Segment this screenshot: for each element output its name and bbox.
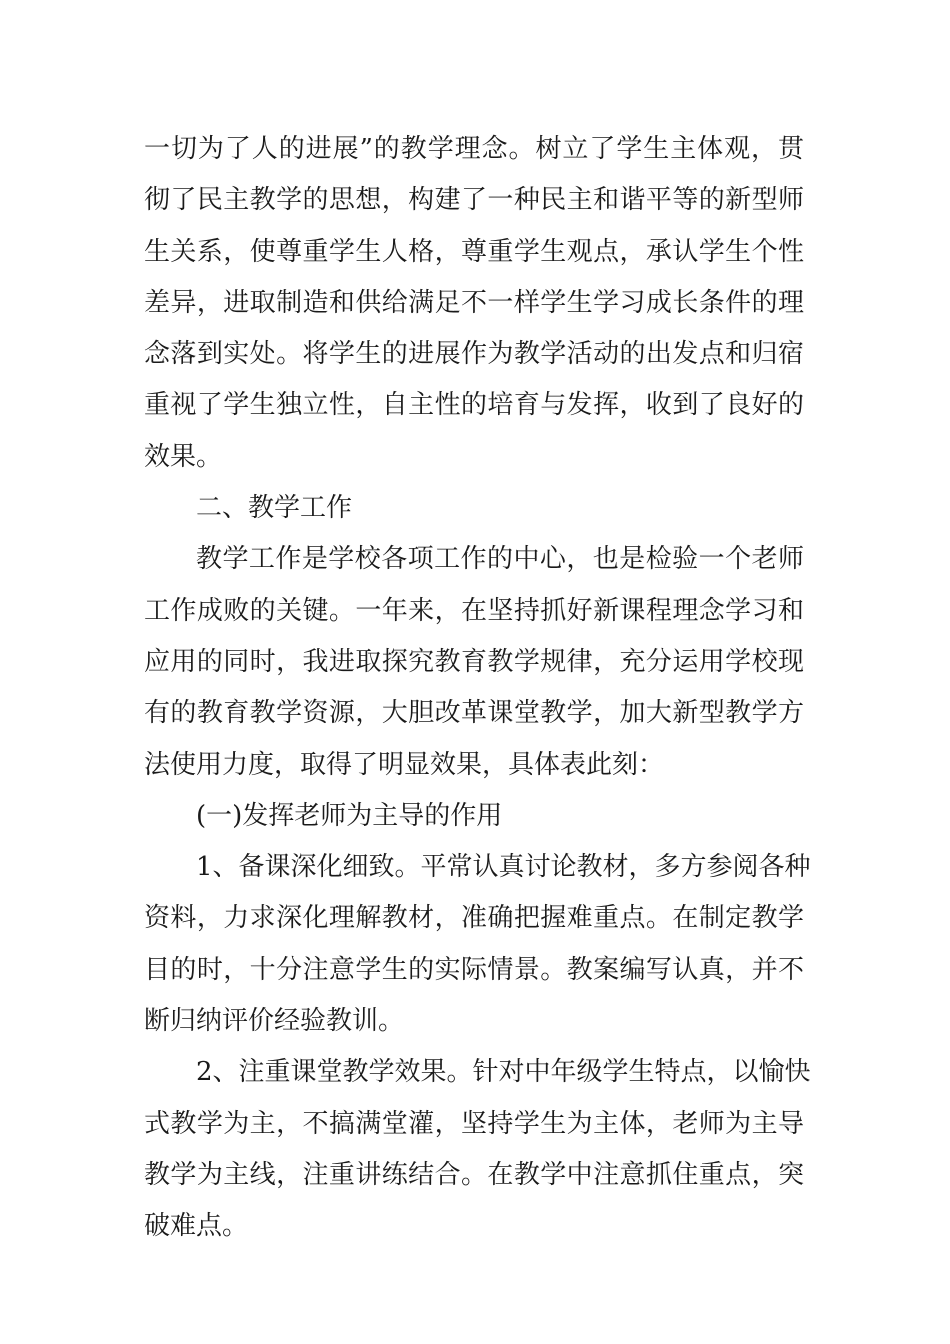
text-line: 教学为主线，注重讲练结合。在教学中注意抓住重点，突 [144, 1159, 804, 1190]
text-line: 彻了民主教学的思想，构建了一种民主和谐平等的新型师 [144, 185, 804, 216]
text-line: 有的教育教学资源，大胆改革课堂教学，加大新型教学方 [144, 698, 804, 729]
subsection-heading-teacher-role [144, 791, 804, 842]
paragraph-teaching-work [144, 534, 804, 790]
heading-text: 二、教学工作 [196, 493, 353, 524]
text-line: 工作成败的关键。一年来，在坚持抓好新课程理念学习和 [144, 595, 804, 626]
section-heading-teaching-work [144, 483, 804, 534]
text-line: 教学工作是学校各项工作的中心，也是检验一个老师 [196, 544, 804, 575]
text-line: 破难点。 [144, 1211, 249, 1242]
list-item-lesson-prep [144, 842, 811, 1047]
text-line: 差异，进取制造和供给满足不一样学生学习成长条件的理 [144, 287, 804, 318]
paragraph-teaching-philosophy [144, 124, 804, 483]
text-line: 2、注重课堂教学效果。针对中年级学生特点，以愉快 [196, 1057, 811, 1088]
text-line: 念落到实处。将学生的进展作为教学活动的出发点和归宿 [144, 339, 804, 370]
text-line: 目的时，十分注意学生的实际情景。教案编写认真，并不 [144, 954, 804, 985]
text-line: 资料，力求深化理解教材，准确把握难重点。在制定教学 [144, 903, 804, 934]
text-line: 生关系，使尊重学生人格，尊重学生观点，承认学生个性 [144, 236, 804, 267]
text-line: 重视了学生独立性，自主性的培育与发挥，收到了良好的 [144, 390, 804, 421]
document-body [144, 124, 811, 1253]
text-line: 法使用力度，取得了明显效果，具体表此刻： [144, 749, 665, 780]
text-line: 断归纳评价经验教训。 [144, 1006, 405, 1037]
text-line: 1、备课深化细致。平常认真讨论教材，多方参阅各种 [196, 852, 811, 883]
text-line: 式教学为主，不搞满堂灌，坚持学生为主体，老师为主导 [144, 1108, 804, 1139]
text-line: 一切为了人的进展”的教学理念。树立了学生主体观，贯 [144, 134, 804, 164]
heading-text: (一)发挥老师为主导的作用 [196, 800, 503, 831]
text-line: 应用的同时，我进取探究教育教学规律，充分运用学校现 [144, 646, 804, 677]
list-item-classroom-effect [144, 1047, 811, 1252]
text-line: 效果。 [144, 441, 223, 472]
